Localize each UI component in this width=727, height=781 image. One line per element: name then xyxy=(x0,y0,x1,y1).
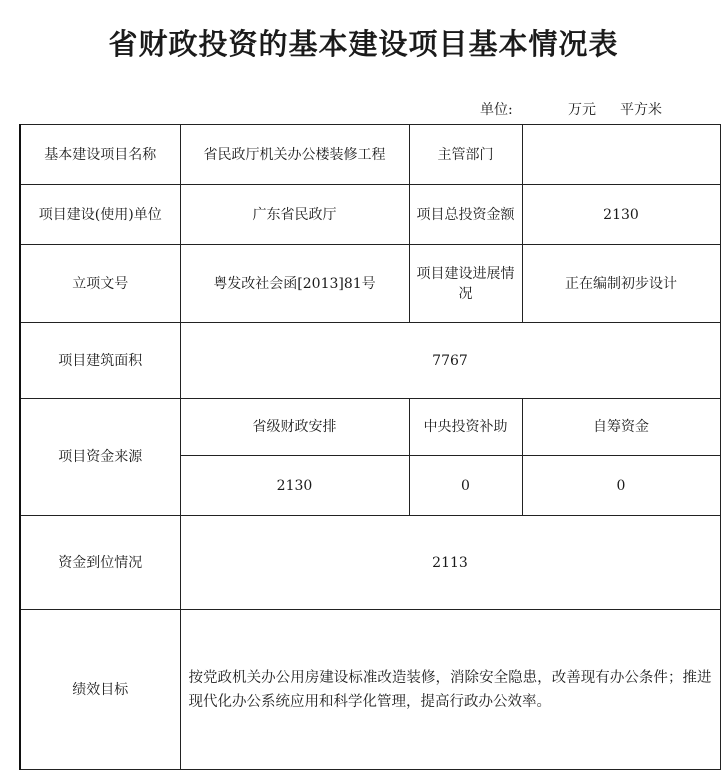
unit-value-wanyuan: 万元 xyxy=(568,102,596,118)
label-dept: 主管部门 xyxy=(409,125,522,185)
value-building-area: 7767 xyxy=(180,323,720,399)
unit-label: 单位: xyxy=(480,102,513,118)
funding-value-central: 0 xyxy=(409,456,522,516)
page-title: 省财政投资的基本建设项目基本情况表 xyxy=(108,27,619,61)
value-build-unit: 广东省民政厅 xyxy=(180,185,409,245)
value-funds-arrived: 2113 xyxy=(180,516,720,610)
value-project-name: 省民政厅机关办公楼装修工程 xyxy=(180,125,409,185)
value-performance-goal: 按党政机关办公用房建设标准改造装修，消除安全隐患，改善现有办公条件；推进现代化办公系统应用和科学化管理，提高行政办公效率。 xyxy=(180,610,720,770)
project-info-table xyxy=(19,124,721,770)
label-build-unit: 项目建设(使用)单位 xyxy=(20,185,180,245)
label-project-name: 基本建设项目名称 xyxy=(20,125,180,185)
value-total-investment: 2130 xyxy=(522,185,720,245)
unit-line xyxy=(480,99,662,119)
table-row xyxy=(20,185,720,245)
label-building-area: 项目建筑面积 xyxy=(20,323,180,399)
label-funds-arrived: 资金到位情况 xyxy=(20,516,180,610)
table-row xyxy=(20,610,720,770)
funding-header-central: 中央投资补助 xyxy=(409,399,522,456)
table-row xyxy=(20,323,720,399)
funding-value-provincial: 2130 xyxy=(180,456,409,516)
label-approval-no: 立项文号 xyxy=(20,245,180,323)
funding-header-provincial: 省级财政安排 xyxy=(180,399,409,456)
funding-header-self: 自筹资金 xyxy=(522,399,720,456)
table-row xyxy=(20,125,720,185)
unit-value-sqm: 平方米 xyxy=(620,102,662,118)
value-progress: 正在编制初步设计 xyxy=(522,245,720,323)
table-row xyxy=(20,516,720,610)
label-total-investment: 项目总投资金额 xyxy=(409,185,522,245)
label-performance-goal: 绩效目标 xyxy=(20,610,180,770)
table-row xyxy=(20,399,720,456)
label-progress: 项目建设进展情况 xyxy=(409,245,522,323)
value-approval-no: 粤发改社会函[2013]81号 xyxy=(180,245,409,323)
label-funding-source: 项目资金来源 xyxy=(20,399,180,516)
funding-value-self: 0 xyxy=(522,456,720,516)
table-row xyxy=(20,245,720,323)
value-dept xyxy=(522,125,720,185)
